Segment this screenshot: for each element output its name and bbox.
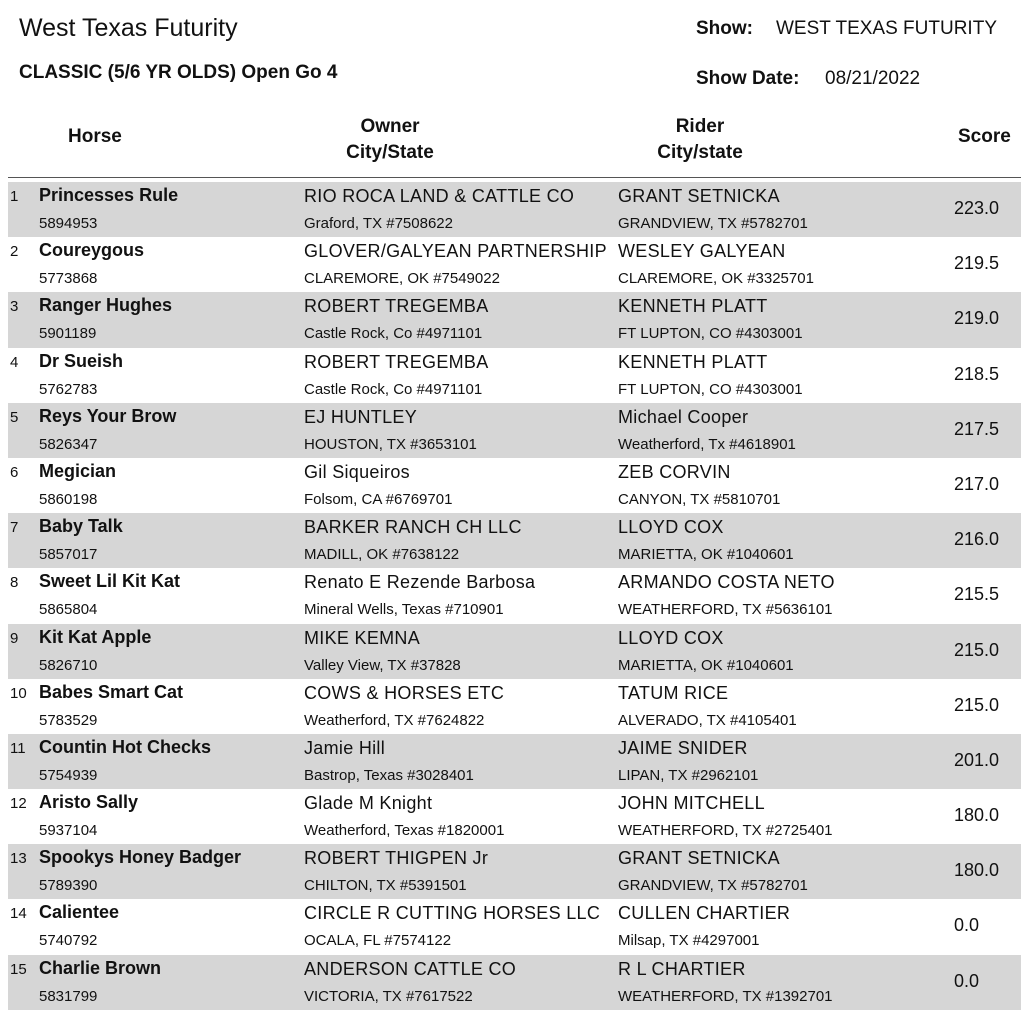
table-row <box>0 292 1021 347</box>
table-row <box>0 624 1021 679</box>
horse-name: Calientee <box>39 902 120 923</box>
horse-name: Sweet Lil Kit Kat <box>39 571 181 592</box>
rider-location: WEATHERFORD, TX #5636101 <box>618 601 833 619</box>
owner-name: CIRCLE R CUTTING HORSES LLC <box>304 903 601 924</box>
table-row <box>0 844 1021 899</box>
results-table <box>0 182 1021 1010</box>
horse-name: Megician <box>39 460 117 481</box>
rider-name: ARMANDO COSTA NETO <box>618 572 835 593</box>
owner-location: Weatherford, Texas #1820001 <box>304 822 505 840</box>
place-number: 2 <box>10 243 19 261</box>
owner-name: Glade M Knight <box>304 793 433 814</box>
score-value: 219.5 <box>954 253 1000 274</box>
score-value: 180.0 <box>954 805 1000 826</box>
table-row <box>0 734 1021 789</box>
horse-registration: 5740792 <box>39 932 98 950</box>
owner-location: HOUSTON, TX #3653101 <box>304 435 477 453</box>
horse-name: Princesses Rule <box>39 185 179 205</box>
rider-location: Milsap, TX #4297001 <box>618 932 760 950</box>
show-label: Show: <box>696 18 753 39</box>
horse-registration: 5754939 <box>39 766 98 784</box>
rider-name: JOHN MITCHELL <box>618 793 765 814</box>
owner-name: MIKE KEMNA <box>304 627 421 648</box>
rider-header-sub: City/state <box>657 142 743 163</box>
owner-location: OCALA, FL #7574122 <box>304 932 452 950</box>
rider-name: KENNETH PLATT <box>618 296 768 317</box>
column-header-horse: Horse <box>68 126 122 147</box>
owner-name: ROBERT THIGPEN Jr <box>304 848 489 869</box>
show-date-label: Show Date: <box>696 68 800 89</box>
rider-name: GRANT SETNICKA <box>618 848 780 869</box>
owner-name: COWS & HORSES ETC <box>304 682 505 703</box>
place-number: 13 <box>10 850 27 868</box>
place-number: 8 <box>10 574 19 592</box>
score-value: 217.0 <box>954 473 1000 494</box>
rider-name: CULLEN CHARTIER <box>618 903 791 924</box>
horse-registration: 5865804 <box>39 601 98 619</box>
header-divider <box>8 177 1021 178</box>
score-value: 0.0 <box>954 970 980 991</box>
owner-name: BARKER RANCH CH LLC <box>304 517 522 538</box>
horse-name: Aristo Sally <box>39 792 139 813</box>
table-row <box>0 899 1021 954</box>
horse-registration: 5937104 <box>39 822 98 840</box>
rider-location: WEATHERFORD, TX #1392701 <box>618 987 833 1005</box>
horse-name: Coureygous <box>39 240 145 261</box>
owner-name: ROBERT TREGEMBA <box>304 296 489 317</box>
owner-location: Weatherford, TX #7624822 <box>304 711 485 729</box>
place-number: 11 <box>10 739 26 757</box>
horse-name: Reys Your Brow <box>39 405 177 426</box>
rider-location: WEATHERFORD, TX #2725401 <box>618 822 833 840</box>
horse-name: Baby Talk <box>39 516 123 537</box>
rider-location: CANYON, TX #5810701 <box>618 490 781 508</box>
table-row <box>0 568 1021 623</box>
owner-location: Valley View, TX #37828 <box>304 656 461 674</box>
table-row <box>0 789 1021 844</box>
place-number: 12 <box>10 795 27 813</box>
class-name: CLASSIC (5/6 YR OLDS) Open Go 4 <box>19 62 338 83</box>
score-value: 223.0 <box>954 198 1000 218</box>
rider-location: ALVERADO, TX #4105401 <box>618 711 797 729</box>
rider-location: Weatherford, Tx #4618901 <box>618 435 796 453</box>
horse-registration: 5783529 <box>39 711 98 729</box>
owner-name: Jamie Hill <box>304 737 386 758</box>
show-date-value: 08/21/2022 <box>825 68 921 89</box>
rider-name: R L CHARTIER <box>618 958 746 979</box>
rider-location: FT LUPTON, CO #4303001 <box>618 380 803 398</box>
horse-name: Countin Hot Checks <box>39 736 212 757</box>
horse-name: Charlie Brown <box>39 957 162 978</box>
horse-name: Kit Kat Apple <box>39 626 152 647</box>
owner-location: MADILL, OK #7638122 <box>304 546 460 564</box>
owner-location: Bastrop, Texas #3028401 <box>304 766 474 784</box>
place-number: 9 <box>10 629 19 647</box>
score-value: 215.5 <box>954 584 1000 605</box>
place-number: 3 <box>10 298 19 316</box>
owner-location: VICTORIA, TX #7617522 <box>304 987 473 1005</box>
owner-location: CLAREMORE, OK #7549022 <box>304 270 500 288</box>
score-value: 0.0 <box>954 915 980 936</box>
column-header-score: Score <box>958 126 1011 147</box>
horse-registration: 5826347 <box>39 435 98 453</box>
horse-registration: 5773868 <box>39 270 98 288</box>
table-row <box>0 348 1021 403</box>
column-header-rider <box>640 114 760 166</box>
horse-registration: 5860198 <box>39 490 98 508</box>
rider-name: TATUM RICE <box>618 682 729 703</box>
owner-header-label: Owner <box>360 116 420 137</box>
rider-name: LLOYD COX <box>618 627 724 648</box>
rider-name: LLOYD COX <box>618 517 724 538</box>
rider-name: JAIME SNIDER <box>618 737 748 758</box>
place-number: 1 <box>10 188 19 205</box>
score-value: 215.0 <box>954 639 1000 660</box>
horse-name: Ranger Hughes <box>39 295 173 316</box>
place-number: 5 <box>10 408 19 426</box>
horse-registration: 5826710 <box>39 656 98 674</box>
table-row <box>0 679 1021 734</box>
owner-name: ANDERSON CATTLE CO <box>304 958 517 979</box>
horse-registration: 5762783 <box>39 380 98 398</box>
score-value: 215.0 <box>954 694 1000 715</box>
table-row <box>0 458 1021 513</box>
place-number: 14 <box>10 905 27 923</box>
rider-location: GRANDVIEW, TX #5782701 <box>618 215 808 232</box>
horse-name: Dr Sueish <box>39 350 124 371</box>
horse-name: Babes Smart Cat <box>39 681 184 702</box>
table-row <box>0 403 1021 458</box>
horse-registration: 5894953 <box>39 215 98 232</box>
table-row <box>0 237 1021 292</box>
owner-name: EJ HUNTLEY <box>304 406 418 427</box>
horse-registration: 5857017 <box>39 546 98 564</box>
owner-location: Folsom, CA #6769701 <box>304 490 453 508</box>
owner-name: GLOVER/GALYEAN PARTNERSHIP <box>304 241 607 262</box>
column-header-owner <box>330 114 450 166</box>
place-number: 4 <box>10 353 19 371</box>
owner-location: Castle Rock, Co #4971101 <box>304 380 483 398</box>
horse-registration: 5901189 <box>39 325 97 343</box>
report-title: West Texas Futurity <box>19 14 238 42</box>
owner-header-sub: City/State <box>346 142 434 163</box>
owner-location: Castle Rock, Co #4971101 <box>304 325 483 343</box>
place-number: 15 <box>10 960 27 978</box>
place-number: 7 <box>10 519 19 537</box>
rider-name: GRANT SETNICKA <box>618 186 780 206</box>
rider-name: WESLEY GALYEAN <box>618 241 786 262</box>
score-value: 218.5 <box>954 363 1000 384</box>
owner-name: Gil Siqueiros <box>304 461 410 482</box>
owner-name: ROBERT TREGEMBA <box>304 351 489 372</box>
rider-location: MARIETTA, OK #1040601 <box>618 656 794 674</box>
horse-name: Spookys Honey Badger <box>39 847 242 868</box>
score-value: 219.0 <box>954 308 1000 329</box>
rider-name: ZEB CORVIN <box>618 461 731 482</box>
horse-registration: 5789390 <box>39 877 98 895</box>
show-value: WEST TEXAS FUTURITY <box>776 18 997 39</box>
horse-registration: 5831799 <box>39 987 98 1005</box>
table-row <box>0 182 1021 237</box>
place-number: 6 <box>10 463 19 481</box>
rider-header-label: Rider <box>675 116 725 137</box>
score-value: 180.0 <box>954 860 1000 881</box>
score-value: 201.0 <box>954 749 1000 770</box>
rider-location: MARIETTA, OK #1040601 <box>618 546 794 564</box>
owner-name: Renato E Rezende Barbosa <box>304 572 536 593</box>
owner-name: RIO ROCA LAND & CATTLE CO <box>304 186 575 206</box>
owner-location: Mineral Wells, Texas #710901 <box>304 601 504 619</box>
table-row <box>0 513 1021 568</box>
rider-location: LIPAN, TX #2962101 <box>618 766 759 784</box>
table-row <box>0 955 1021 1010</box>
owner-location: Graford, TX #7508622 <box>304 215 453 232</box>
rider-name: KENNETH PLATT <box>618 351 768 372</box>
score-value: 217.5 <box>954 418 1000 439</box>
row-shading <box>8 624 1021 679</box>
rider-name: Michael Cooper <box>618 406 749 427</box>
owner-location: CHILTON, TX #5391501 <box>304 877 467 895</box>
rider-location: GRANDVIEW, TX #5782701 <box>618 877 808 895</box>
rider-location: FT LUPTON, CO #4303001 <box>618 325 803 343</box>
score-value: 216.0 <box>954 529 1000 550</box>
rider-location: CLAREMORE, OK #3325701 <box>618 270 814 288</box>
place-number: 10 <box>10 684 27 702</box>
